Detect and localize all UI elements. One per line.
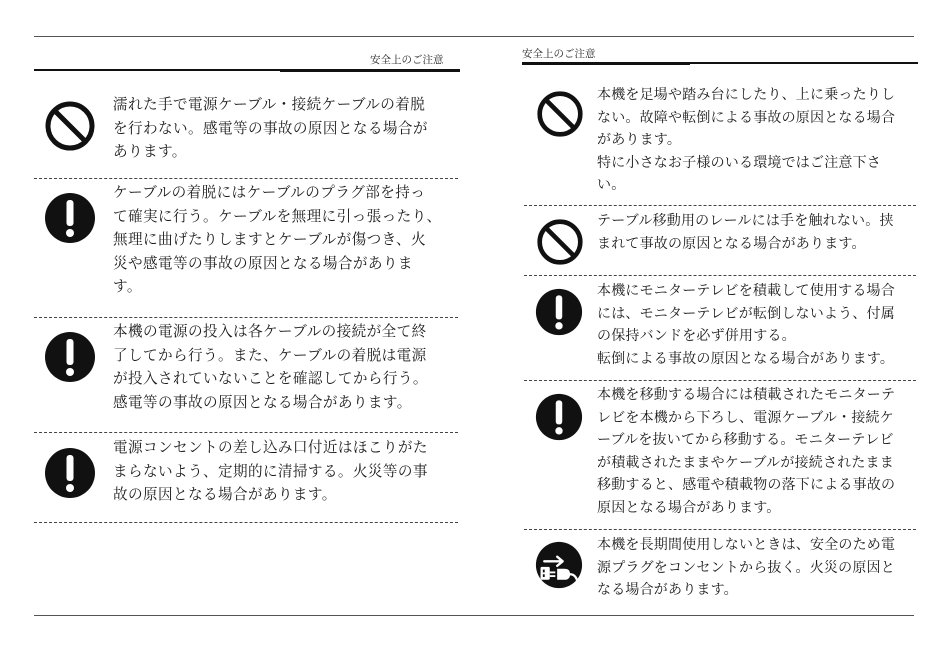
dashed-divider xyxy=(34,178,458,179)
page-header-title: 安全上のご注意 xyxy=(370,54,444,66)
mandatory-exclamation-icon xyxy=(535,393,583,441)
page-header-title: 安全上のご注意 xyxy=(522,48,596,60)
header-underline-thick xyxy=(280,69,460,72)
mandatory-exclamation-icon xyxy=(44,447,96,499)
prohibition-icon xyxy=(536,90,584,138)
caution-text: 濡れた手で電源ケーブル・接続ケーブルの着脱 を行わない。感電等の事故の原因となる場合が あります。 xyxy=(113,96,428,160)
caution-text: ケーブルの着脱にはケーブルのプラグ部を持っ て確実に行う。ケーブルを無理に引っ張ったり、 無理に曲げたりしますとケーブルが傷つき、火 災や感電等の事故の原因となる場合がありま す。 xyxy=(113,184,442,295)
mandatory-exclamation-icon xyxy=(44,331,96,383)
caution-text: テーブル移動用のレールには手を触れない。挟 まれて事故の原因となる場合があります。 xyxy=(597,213,894,252)
dashed-divider xyxy=(524,205,916,206)
caution-text: 本機を移動する場合には積載されたモニターテ レビを本機から下ろし、電源ケーブル・接続ケ ーブルを抜いてから移動する。モニターテレビ が積載されたままやケーブルが接続されたまま 移動すると、感電や積載物の落下による事故の 原因となる場合があります。 xyxy=(597,387,896,516)
dashed-divider xyxy=(34,317,458,318)
header-underline-thick xyxy=(522,62,690,65)
prohibition-icon xyxy=(536,218,584,266)
dashed-divider xyxy=(34,432,458,433)
dashed-divider xyxy=(524,529,916,530)
dashed-divider xyxy=(524,380,916,381)
caution-text: 本機の電源の投入は各ケーブルの接続が全て終 了してから行う。また、ケーブルの着脱は電源 が投入されていないことを確認してから行う。 感電等の事故の原因となる場合があります。 xyxy=(113,323,428,411)
unplug-icon xyxy=(535,541,583,589)
dashed-divider xyxy=(524,275,916,276)
mandatory-exclamation-icon xyxy=(44,192,96,244)
prohibition-icon xyxy=(44,100,96,152)
caution-text: 本機を長期間使用しないときは、安全のため電 源プラグをコンセントから抜く。火災の原因と なる場合があります。 xyxy=(597,537,896,598)
top-rule xyxy=(34,36,914,37)
caution-text: 本機を足場や踏み台にしたり、上に乗ったりし ない。故障や転倒による事故の原因となる場合 があります。 特に小さなお子様のいる環境ではご注意下さ い。 xyxy=(597,87,896,193)
mandatory-exclamation-icon xyxy=(535,288,583,336)
caution-text: 電源コンセントの差し込み口付近はほこりがた まらないよう、定期的に清掃する。火災等の事 故の原因となる場合があります。 xyxy=(113,439,428,503)
caution-text: 本機にモニターテレビを積載して使用する場合 には、モニターテレビが転倒しないよう、付属 の保持バンドを必ず併用する。 転倒による事故の原因となる場合があります。 xyxy=(597,283,895,367)
dashed-divider xyxy=(34,522,458,523)
bottom-rule xyxy=(34,615,914,616)
